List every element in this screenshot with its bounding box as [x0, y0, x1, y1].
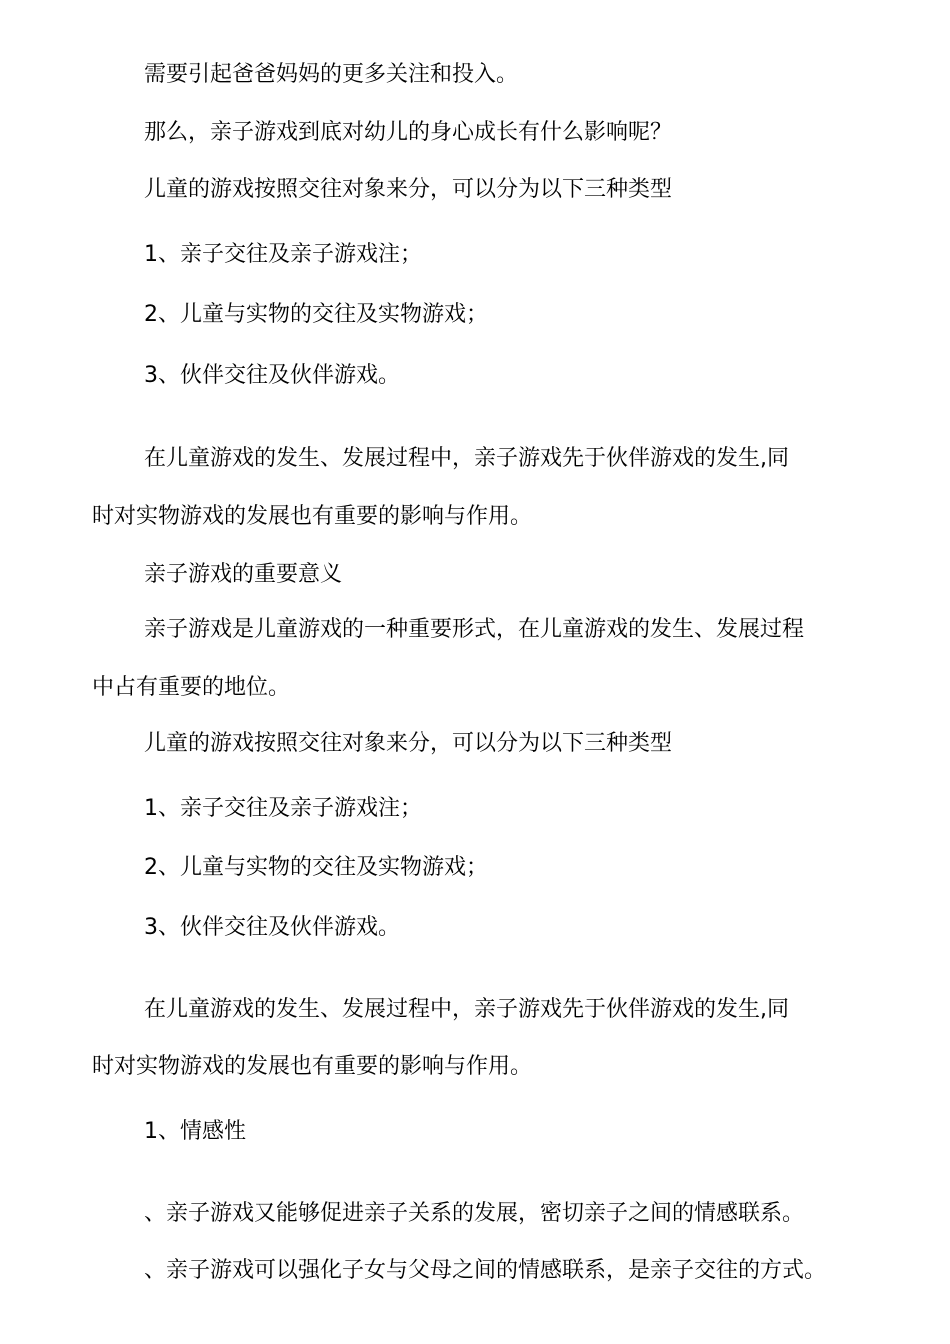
paragraph-line: 在儿童游戏的发生、发展过程中，亲子游戏先于伙伴游戏的发生,同	[144, 997, 789, 1022]
list-item: 2、儿童与实物的交往及实物游戏；	[144, 855, 488, 880]
paragraph-line: 、亲子游戏可以强化子女与父母之间的情感联系，是亲子交往的方式。	[144, 1258, 827, 1283]
paragraph-line: 那么，亲子游戏到底对幼儿的身心成长有什么影响呢？	[144, 120, 673, 145]
paragraph-line: 时对实物游戏的发展也有重要的影响与作用。	[92, 1054, 533, 1079]
paragraph-line: 亲子游戏是儿童游戏的一种重要形式，在儿童游戏的发生、发展过程	[144, 617, 805, 642]
paragraph-line: 时对实物游戏的发展也有重要的影响与作用。	[92, 504, 533, 529]
paragraph-line: 儿童的游戏按照交往对象来分，可以分为以下三种类型	[144, 731, 673, 756]
paragraph-line: 需要引起爸爸妈妈的更多关注和投入。	[144, 62, 519, 87]
list-item: 1、亲子交往及亲子游戏注；	[144, 242, 422, 267]
section-heading: 亲子游戏的重要意义	[144, 562, 343, 587]
list-item: 2、儿童与实物的交往及实物游戏；	[144, 302, 488, 327]
paragraph-line: 中占有重要的地位。	[92, 675, 291, 700]
list-item: 3、伙伴交往及伙伴游戏。	[144, 915, 400, 940]
paragraph-line: 儿童的游戏按照交往对象来分，可以分为以下三种类型	[144, 177, 673, 202]
list-item: 1、亲子交往及亲子游戏注；	[144, 796, 422, 821]
list-item: 3、伙伴交往及伙伴游戏。	[144, 363, 400, 388]
paragraph-line: 在儿童游戏的发生、发展过程中，亲子游戏先于伙伴游戏的发生,同	[144, 446, 789, 471]
list-item: 1、情感性	[144, 1119, 246, 1144]
paragraph-line: 、亲子游戏又能够促进亲子关系的发展，密切亲子之间的情感联系。	[144, 1201, 805, 1226]
